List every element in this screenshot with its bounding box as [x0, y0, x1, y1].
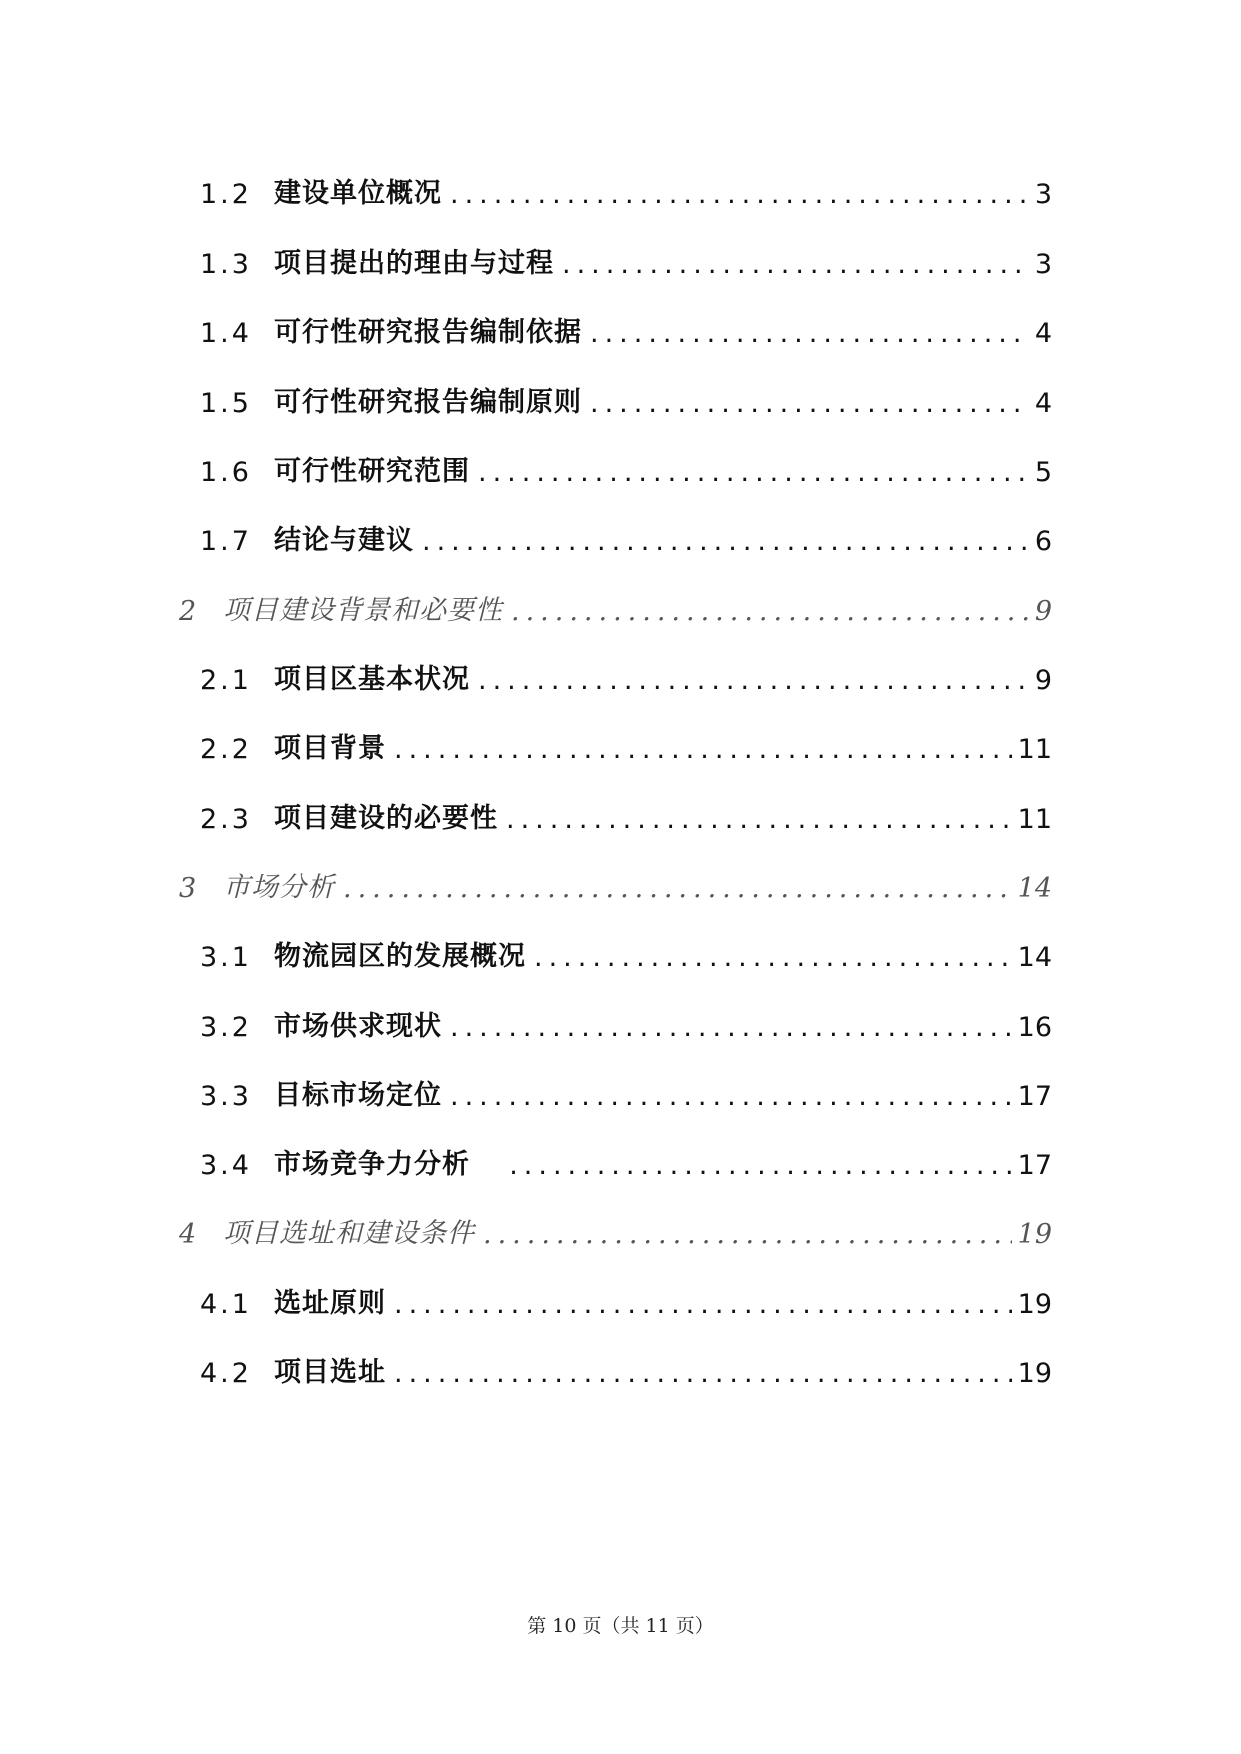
- toc-entry-page: 9: [1034, 665, 1052, 696]
- toc-entry-3-3[interactable]: [200, 1066, 1052, 1112]
- toc-entry-title: 市场竞争力分析: [274, 1149, 502, 1180]
- toc-dot-leader: [478, 665, 1029, 696]
- toc-chapter-number: 3: [179, 873, 197, 904]
- toc-entry-2-2[interactable]: [200, 719, 1052, 765]
- toc-dot-leader: [343, 873, 1012, 904]
- toc-entry-title: 可行性研究报告编制原则: [274, 387, 582, 418]
- toc-entry-title: 项目背景: [274, 733, 386, 764]
- toc-entry-title: 市场供求现状: [274, 1011, 442, 1042]
- toc-entry-3-4[interactable]: [200, 1135, 1052, 1181]
- toc-entry-3-1[interactable]: [200, 927, 1052, 973]
- toc-chapter-page: 19: [1017, 1219, 1052, 1250]
- toc-entry-number: 3.2: [200, 1012, 252, 1043]
- toc-dot-leader: [506, 804, 1012, 835]
- toc-entry-1-2[interactable]: [200, 164, 1052, 210]
- toc-dot-leader: [394, 734, 1012, 765]
- toc-entry-title: 项目选址: [274, 1357, 386, 1388]
- toc-entry-3-2[interactable]: [200, 997, 1052, 1043]
- toc-chapter-page: 14: [1017, 873, 1052, 904]
- toc-chapter-page: 9: [1034, 596, 1052, 627]
- toc-entry-page: 11: [1017, 734, 1052, 765]
- toc-entry-number: 4.1: [200, 1289, 252, 1320]
- toc-entry-number: 2.3: [200, 804, 252, 835]
- toc-entry-title: 目标市场定位: [274, 1080, 442, 1111]
- toc-entry-page: 17: [1017, 1150, 1052, 1181]
- toc-entry-page: 3: [1034, 249, 1052, 280]
- toc-entry-number: 2.2: [200, 734, 252, 765]
- toc-dot-leader: [450, 1012, 1012, 1043]
- toc-entry-1-5[interactable]: [200, 373, 1052, 419]
- toc-entry-number: 1.5: [200, 388, 252, 419]
- toc-entry-title: 选址原则: [274, 1288, 386, 1319]
- toc-entry-2-1[interactable]: [200, 650, 1052, 696]
- toc-entry-title: 物流园区的发展概况: [274, 941, 526, 972]
- toc-entry-2-3[interactable]: [200, 789, 1052, 835]
- toc-chapter-title: 市场分析: [223, 872, 335, 903]
- toc-entry-number: 1.2: [200, 179, 252, 210]
- toc-chapter-2[interactable]: [179, 581, 1052, 627]
- toc-entry-number: 1.4: [200, 318, 252, 349]
- toc-entry-page: 14: [1017, 942, 1052, 973]
- toc-entry-page: 4: [1034, 388, 1052, 419]
- toc-entry-page: 19: [1017, 1289, 1052, 1320]
- toc-chapter-3[interactable]: [179, 858, 1052, 904]
- toc-chapter-4[interactable]: [179, 1204, 1052, 1250]
- toc-entry-title: 项目区基本状况: [274, 664, 470, 695]
- toc-entry-number: 3.3: [200, 1081, 252, 1112]
- toc-entry-title: 可行性研究范围: [274, 456, 470, 487]
- toc-entry-4-1[interactable]: [200, 1274, 1052, 1320]
- toc-dot-leader: [450, 1081, 1012, 1112]
- toc-entry-number: 4.2: [200, 1358, 252, 1389]
- toc-dot-leader: [394, 1358, 1012, 1389]
- toc-entry-number: 1.6: [200, 457, 252, 488]
- toc-entry-number: 3.4: [200, 1150, 252, 1181]
- toc-entry-title: 建设单位概况: [274, 178, 442, 209]
- toc-entry-page: 11: [1017, 804, 1052, 835]
- toc-entry-title: 可行性研究报告编制依据: [274, 317, 582, 348]
- toc-chapter-title: 项目选址和建设条件: [223, 1218, 475, 1249]
- toc-entry-page: 5: [1034, 457, 1052, 488]
- toc-dot-leader: [422, 526, 1029, 557]
- toc-entry-4-2[interactable]: [200, 1343, 1052, 1389]
- toc-entry-1-3[interactable]: [200, 234, 1052, 280]
- toc-entry-number: 1.3: [200, 249, 252, 280]
- toc-entry-page: 3: [1034, 179, 1052, 210]
- toc-entry-number: 3.1: [200, 942, 252, 973]
- toc-entry-page: 6: [1034, 526, 1052, 557]
- toc-dot-leader: [394, 1289, 1012, 1320]
- toc-dot-leader: [509, 1150, 1011, 1181]
- toc-chapter-title: 项目建设背景和必要性: [223, 595, 503, 626]
- toc-dot-leader: [590, 318, 1029, 349]
- toc-dot-leader: [534, 942, 1012, 973]
- page-footer: 第 10 页（共 11 页）: [527, 1615, 714, 1637]
- toc-entry-page: 19: [1017, 1358, 1052, 1389]
- toc-dot-leader: [562, 249, 1029, 280]
- toc-dot-leader: [478, 457, 1029, 488]
- toc-entry-page: 16: [1017, 1012, 1052, 1043]
- toc-entry-number: 1.7: [200, 526, 252, 557]
- toc-dot-leader: [450, 179, 1029, 210]
- toc-entry-page: 17: [1017, 1081, 1052, 1112]
- toc-dot-leader: [590, 388, 1029, 419]
- toc-chapter-number: 2: [179, 596, 197, 627]
- toc-dot-leader: [483, 1219, 1012, 1250]
- toc-entry-title: 项目提出的理由与过程: [274, 248, 554, 279]
- toc-entry-title: 项目建设的必要性: [274, 803, 498, 834]
- toc-entry-1-7[interactable]: [200, 511, 1052, 557]
- toc-entry-1-6[interactable]: [200, 442, 1052, 488]
- toc-entry-title: 结论与建议: [274, 525, 414, 556]
- toc-entry-1-4[interactable]: [200, 303, 1052, 349]
- toc-chapter-number: 4: [179, 1219, 197, 1250]
- toc-dot-leader: [511, 596, 1029, 627]
- toc-entry-page: 4: [1034, 318, 1052, 349]
- toc-entry-number: 2.1: [200, 665, 252, 696]
